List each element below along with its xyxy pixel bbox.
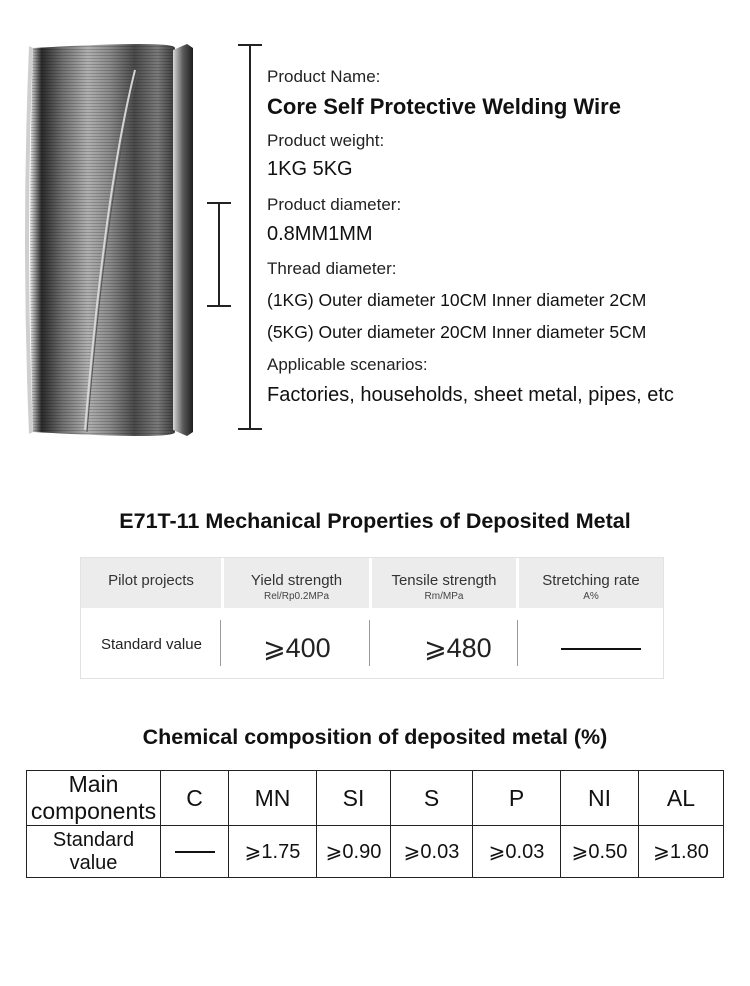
chem-component: S bbox=[391, 771, 473, 826]
thread-diameter-1kg: (1KG) Outer diameter 10CM Inner diameter 2CM bbox=[267, 290, 647, 310]
inner-dimension-top-cap bbox=[207, 202, 231, 204]
product-diameter-label: Product diameter: bbox=[267, 195, 402, 214]
chem-values-row bbox=[27, 826, 724, 878]
height-dimension-top-cap bbox=[238, 44, 262, 46]
chem-component: P bbox=[473, 771, 561, 826]
mech-header-tensile-strength: Tensile strength Rm/MPa bbox=[372, 558, 516, 608]
mech-row-label: Standard value bbox=[101, 636, 202, 653]
mech-separator bbox=[220, 620, 221, 666]
mech-separator bbox=[517, 620, 518, 666]
chemical-composition-table bbox=[26, 770, 723, 876]
thread-diameter-label: Thread diameter: bbox=[267, 259, 397, 278]
product-diameter: 0.8MM1MM bbox=[267, 223, 373, 245]
mech-header-yield-strength: Yield strength Rel/Rp0.2MPa bbox=[224, 558, 369, 608]
chem-value: ⩾0.03 bbox=[391, 826, 473, 878]
height-dimension-line bbox=[249, 44, 251, 430]
mechanical-properties-title: E71T-11 Mechanical Properties of Deposited Metal bbox=[119, 509, 631, 533]
mech-header-pilot-projects: Pilot projects bbox=[81, 558, 221, 608]
product-name-label: Product Name: bbox=[267, 67, 381, 86]
mech-stretching-value-dash bbox=[561, 648, 641, 650]
mechanical-properties-table bbox=[80, 557, 664, 679]
chem-row-label: Main components bbox=[27, 771, 161, 826]
chem-value: ⩾0.03 bbox=[473, 826, 561, 878]
chem-component: AL bbox=[639, 771, 724, 826]
chem-component: NI bbox=[561, 771, 639, 826]
applicable-scenarios-label: Applicable scenarios: bbox=[267, 355, 428, 374]
chem-component: C bbox=[161, 771, 229, 826]
height-dimension-bottom-cap bbox=[238, 428, 262, 430]
inner-dimension-bottom-cap bbox=[207, 305, 231, 307]
chem-value-dash bbox=[161, 826, 229, 878]
chem-value: ⩾1.75 bbox=[229, 826, 317, 878]
applicable-scenarios: Factories, households, sheet metal, pipes, etc bbox=[267, 384, 674, 406]
mech-yield-value: ⩾400 bbox=[263, 633, 331, 663]
product-weight: 1KG 5KG bbox=[267, 158, 353, 180]
mech-header-stretching-rate: Stretching rate A% bbox=[519, 558, 663, 608]
chem-value: ⩾0.50 bbox=[561, 826, 639, 878]
inner-dimension-line bbox=[218, 202, 220, 307]
chem-components-row bbox=[27, 771, 724, 826]
product-name: Core Self Protective Welding Wire bbox=[267, 94, 621, 119]
chem-value: ⩾0.90 bbox=[317, 826, 391, 878]
chem-component: MN bbox=[229, 771, 317, 826]
chemical-composition-title: Chemical composition of deposited metal (%) bbox=[142, 725, 608, 749]
product-weight-label: Product weight: bbox=[267, 131, 385, 150]
chem-component: SI bbox=[317, 771, 391, 826]
mech-separator bbox=[369, 620, 370, 666]
mech-tensile-value: ⩾480 bbox=[424, 633, 492, 663]
thread-diameter-5kg: (5KG) Outer diameter 20CM Inner diameter 5CM bbox=[267, 322, 647, 342]
welding-wire-spool-image bbox=[25, 40, 200, 440]
chem-row-label: Standard value bbox=[27, 826, 161, 878]
chem-value: ⩾1.80 bbox=[639, 826, 724, 878]
